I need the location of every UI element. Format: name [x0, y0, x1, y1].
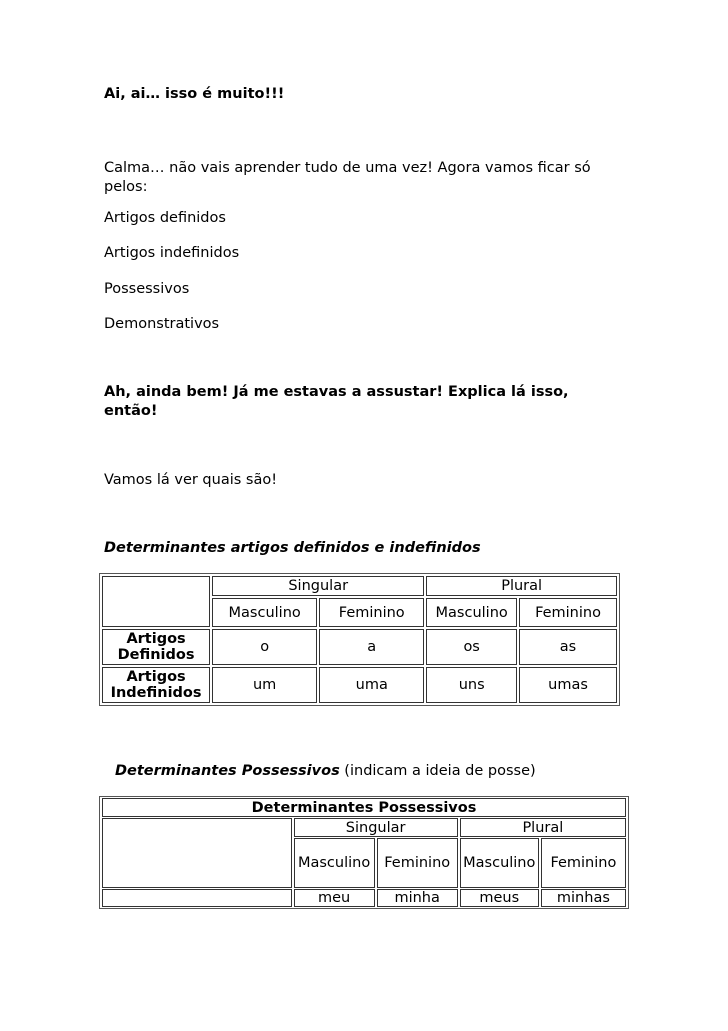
table-row — [102, 889, 626, 907]
value-cell: as — [519, 629, 617, 665]
intro-line-2: pelos: — [104, 179, 148, 195]
possessives-table — [99, 796, 629, 909]
heading-ai-ai: Ai, ai… isso é muito!!! — [104, 86, 285, 102]
articles-fem-singular-header: Feminino — [319, 598, 424, 627]
value-cell: a — [319, 629, 424, 665]
possessives-plural-header: Plural — [460, 818, 626, 837]
value-cell: meus — [460, 889, 539, 907]
topic-possessivos: Possessivos — [104, 281, 190, 297]
intro-line-1: Calma… não vais aprender tudo de uma vez! Agora vamos ficar só — [104, 160, 591, 176]
articles-table — [99, 573, 620, 706]
possessives-corner-cell — [102, 818, 292, 888]
possessives-title-bold: Determinantes Possessivos — [115, 763, 340, 779]
value-cell: os — [426, 629, 517, 665]
possessives-masc-plural-header: Masculino — [460, 838, 539, 888]
lets-see-text: Vamos lá ver quais são! — [104, 472, 278, 488]
possessives-row-label-empty — [102, 889, 292, 907]
possessives-table-title: Determinantes Possessivos — [102, 798, 626, 817]
value-cell: umas — [519, 667, 617, 703]
value-cell: meu — [294, 889, 375, 907]
row-label-artigos-definidos: Artigos Definidos — [102, 629, 210, 665]
possessives-fem-singular-header: Feminino — [377, 838, 458, 888]
possessives-masc-singular-header: Masculino — [294, 838, 375, 888]
topic-artigos-definidos: Artigos definidos — [104, 210, 226, 226]
value-cell: minha — [377, 889, 458, 907]
table-row — [102, 629, 617, 665]
articles-corner-cell — [102, 576, 210, 627]
value-cell: o — [212, 629, 317, 665]
value-cell: minhas — [541, 889, 626, 907]
value-cell: uns — [426, 667, 517, 703]
articles-masc-plural-header: Masculino — [426, 598, 517, 627]
value-cell: uma — [319, 667, 424, 703]
table-row — [102, 667, 617, 703]
value-cell: um — [212, 667, 317, 703]
possessives-section-title — [115, 763, 536, 779]
row-label-artigos-indefinidos: Artigos Indefinidos — [102, 667, 210, 703]
articles-fem-plural-header: Feminino — [519, 598, 617, 627]
possessives-singular-header: Singular — [294, 818, 458, 837]
articles-section-title: Determinantes artigos definidos e indefinidos — [104, 540, 481, 556]
articles-singular-header: Singular — [212, 576, 424, 596]
heading-ainda-bem-line-1: Ah, ainda bem! Já me estavas a assustar! Explica lá isso, — [104, 384, 569, 400]
articles-masc-singular-header: Masculino — [212, 598, 317, 627]
topic-demonstrativos: Demonstrativos — [104, 316, 220, 332]
heading-ainda-bem-line-2: então! — [104, 403, 158, 419]
possessives-fem-plural-header: Feminino — [541, 838, 626, 888]
possessives-title-rest: (indicam a ideia de posse) — [339, 763, 536, 779]
topic-artigos-indefinidos: Artigos indefinidos — [104, 245, 240, 261]
articles-plural-header: Plural — [426, 576, 617, 596]
